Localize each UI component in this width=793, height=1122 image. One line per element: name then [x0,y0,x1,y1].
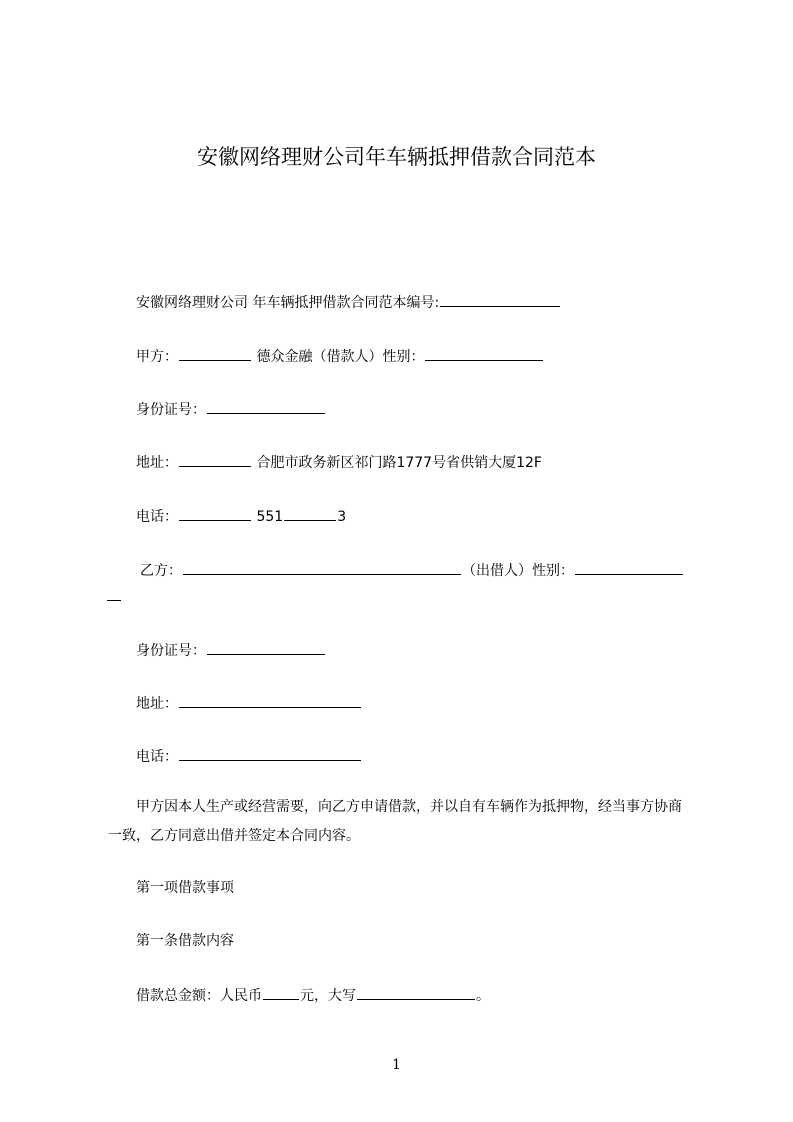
party-b-role-gender: （出借人）性别： [462,563,574,579]
party-b-id-blank [207,640,325,655]
party-a-phone-label: 电话： [136,509,178,525]
party-b-gender-blank [575,560,683,575]
party-a-address-label: 地址： [136,455,178,471]
party-a-phone-mid-blank [284,506,336,521]
party-b-label: 乙方： [140,563,182,579]
party-b-gender-blank-wrap [106,586,122,607]
party-a-id-line [136,399,326,420]
party-b-blank [183,560,461,575]
contract-number-label: 年车辆抵押借款合同范本编号: [252,295,440,311]
party-b-id-line [136,640,326,661]
party-b-address-line [136,693,362,714]
loan-amount-line [136,985,490,1006]
party-a-address-blank [179,452,251,467]
loan-amount-end: 。 [476,988,490,1004]
party-b-address-blank [179,693,361,708]
page-title: 安徽网络理财公司年车辆抵押借款合同范本 [197,145,596,169]
party-a-address-value: 合肥市政务新区祁门路1777号省供销大厦12F [256,455,542,471]
contract-number-blank [440,292,560,307]
party-b-gender-blank-continued [107,586,121,601]
party-a-gender-blank [425,346,543,361]
party-a-phone-part1: 551 [256,509,284,525]
party-a-blank [179,346,251,361]
article-1-title: 第一条借款内容 [136,933,234,949]
party-a-id-blank [207,399,325,414]
party-a-id-label: 身份证号： [136,402,206,418]
loan-amount-unit: 元，大写 [300,988,356,1004]
party-b-phone-line [136,746,362,767]
party-a-line [136,346,544,367]
loan-amount-uppercase-blank [357,985,475,1000]
company-contract-number-line [136,292,561,313]
preamble-paragraph: 甲方因本人生产或经营需要，向乙方申请借款，并以自有车辆作为抵押物，经当事方协商一致，乙方同意出借并签定本合同内容。 [108,799,682,844]
party-b-line [140,560,684,581]
party-a-phone-part2: 3 [337,509,347,525]
section-1-title: 第一项借款事项 [136,880,234,896]
loan-amount-label: 借款总金额：人民币 [136,988,262,1004]
loan-amount-blank [263,985,299,1000]
party-b-phone-blank [179,746,361,761]
party-b-id-label: 身份证号： [136,643,206,659]
party-a-phone-line [136,506,346,527]
page-number: 1 [392,1057,401,1073]
party-a-name: 德众金融（借款人）性别： [256,349,425,365]
party-a-address-line [136,452,542,473]
party-a-label: 甲方： [136,349,178,365]
party-b-address-label: 地址： [136,696,178,712]
party-b-phone-label: 电话： [136,749,178,765]
company-name: 安徽网络理财公司 [136,295,248,311]
party-a-phone-blank [179,506,251,521]
